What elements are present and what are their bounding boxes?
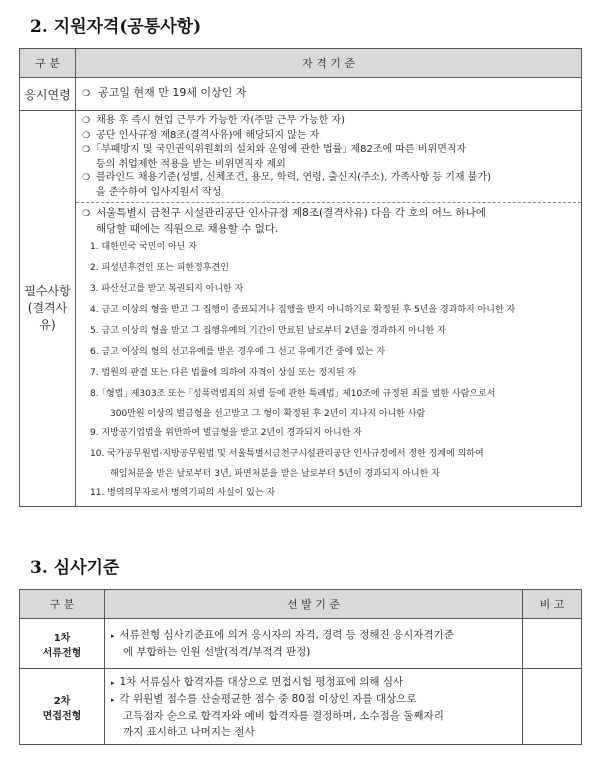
table-row bbox=[20, 111, 582, 507]
row-label-required: 필수사항 (결격사유) bbox=[20, 111, 76, 507]
list-item: 300만원 이상의 벌금형을 선고받고 그 형이 확정된 후 2년이 지나지 아니한 사람 bbox=[110, 409, 426, 419]
list-item: 2. 피성년후견인 또는 피한정후견인 bbox=[90, 263, 229, 273]
age-criteria: ❍ 공고일 현재 만 19세 이상인 자 bbox=[76, 78, 582, 111]
header-remarks: 비 고 bbox=[523, 590, 582, 619]
document-criteria: ▸ 서류전형 심사기준표에 의거 응시자의 자격, 경력 등 정해진 응시자격기준 에 부합하는 인원 선발(적격/부적격 판정) bbox=[105, 619, 523, 669]
header-criteria: 자 격 기 준 bbox=[76, 49, 582, 78]
list-item: 6. 금고 이상의 형의 선고유예를 받은 경우에 그 선고 유예기간 중에 있는 자 bbox=[90, 347, 386, 357]
row-label-age: 응시연령 bbox=[20, 78, 76, 111]
list-item: 10. 국가공무원법·지방공무원법 및 서울특별시금천구시설관리공단 인사규정에서 정한 징계에 의하여 bbox=[90, 449, 484, 459]
table-header bbox=[20, 590, 582, 619]
triangle-bullet-icon: ▸ bbox=[111, 632, 115, 640]
list-item: 8. ｢형법｣ 제303조 또는 ｢성폭력범죄의 처벌 등에 관한 특례법｣ 제10조에 규정된 죄를 범한 사람으로서 bbox=[90, 389, 496, 399]
table-row bbox=[20, 669, 582, 745]
table-row bbox=[20, 619, 582, 669]
section-2-title: 2. 지원자격(공통사항) bbox=[30, 17, 202, 37]
screening-table bbox=[19, 589, 582, 745]
triangle-bullet-icon: ▸ bbox=[111, 695, 115, 704]
table-header bbox=[20, 49, 582, 78]
circle-bullet-icon: ❍ bbox=[82, 173, 91, 183]
section-3-title: 3. 심사기준 bbox=[30, 558, 120, 578]
row-label-interview: 2차 면접전형 bbox=[20, 669, 105, 745]
list-item: 11. 병역의무자로서 병역기피의 사실이 있는 자 bbox=[90, 488, 276, 498]
qualification-table bbox=[19, 48, 582, 507]
remarks-cell bbox=[523, 669, 582, 745]
circle-bullet-icon: ❍ bbox=[82, 89, 91, 100]
disqualification-list: ❍ 서울특별시 금천구 시설관리공단 인사규정 제8조(결격사유) 다음 각 호의 어느 하나에 해당할 때에는 직원으로 채용할 수 없다. 1. 대한민국 국민이 아닌 자 2. 피성년후견인 또는 피한정후견인 3. 파산선고를 받고 복권되지 아니한 자 4. 금고 이상의 형을 받고 그 집행이 종료되거나 집행을 받지 아니하기로 확정된 후 5년을 경과하지 아니한 자 5. 금고 이상의 형을 받고 그 집행유예의 기간이 만료된 날로부터 2년을 경과하지 아니한 자 6. 금고 이상의 형의 선고유예를 받은 경우에 그 선고 유예기간 중에 있는 자 7. 법원의 판결 또는 다른 법률에 의하여 자격이 상실 또는 정지된 자 8. ｢형법｣ 제303조 또는 ｢성폭력범죄의 처벌 등에 관한 특례법｣ 제10조에 규정된 죄를 범한 사람으로서 300만원 이상의 벌금형을 선고받고 그 형이 확정된 후 2년이 지나지 아니한 사람 9. 지방공기업법을 위반하여 벌금형을 받고 2년이 경과되지 아니한 자 10. 국가공무원법·지방공무원법 및 서울특별시금천구시설관리공단 인사규정에서 정한 징계에 의하여 해임처분을 받은 날로부터 3년, 파면처분을 받은 날로부터 5년이 경과되지 아니한 자 11. 병역의무자로서 병역기피의 사실이 있는 자 bbox=[76, 203, 581, 506]
header-category: 구 분 bbox=[20, 590, 105, 619]
interview-criteria: ▸ 1차 서류심사 합격자를 대상으로 면접시험 평정표에 의해 심사 ▸ 각 위원별 점수를 산술평균한 점수 중 80점 이상인 자를 대상으로 고득점자 순으로 합격자와 예비 합격자를 결정하며, 소수점을 둘째자리 까지 표시하고 나머지는 절사 bbox=[105, 669, 523, 745]
list-item: 1. 대한민국 국민이 아닌 자 bbox=[90, 242, 197, 252]
required-criteria bbox=[76, 111, 582, 507]
triangle-bullet-icon: ▸ bbox=[111, 678, 115, 687]
table-row bbox=[20, 78, 582, 111]
circle-bullet-icon: ❍ bbox=[82, 145, 91, 155]
circle-bullet-icon: ❍ bbox=[82, 116, 91, 126]
header-category: 구 분 bbox=[20, 49, 76, 78]
list-item: 4. 금고 이상의 형을 받고 그 집행이 종료되거나 집행을 받지 아니하기로 확정된 후 5년을 경과하지 아니한 자 bbox=[90, 305, 516, 315]
general-requirements: ❍ 채용 후 즉시 현업 근무가 가능한 자(주말 근무 가능한 자) ❍ 공단 인사규정 제8조(결격사유)에 해당되지 않는 자 ❍ ｢부패방지 및 국민권익위원회의 설치와 운영에 관한 법률｣ 제82조에 따른 비위면직자 등의 취업제한 적용을 받는 비위면직자 제외 ❍ 블라인드 채용기준(성별, 신체조건, 용모, 학력, 연령, 출신지(주소), 가족사항 등 기재 불가) 을 준수하여 입사지원서 작성 bbox=[76, 111, 581, 203]
circle-bullet-icon: ❍ bbox=[82, 130, 91, 141]
list-item: 해임처분을 받은 날로부터 3년, 파면처분을 받은 날로부터 5년이 경과되지 아니한 자 bbox=[110, 469, 440, 479]
remarks-cell bbox=[523, 619, 582, 669]
list-item: 7. 법원의 판결 또는 다른 법률에 의하여 자격이 상실 또는 정지된 자 bbox=[90, 368, 357, 378]
circle-bullet-icon: ❍ bbox=[82, 209, 91, 219]
list-item: 9. 지방공기업법을 위반하여 벌금형을 받고 2년이 경과되지 아니한 자 bbox=[90, 428, 362, 438]
list-item: 3. 파산선고를 받고 복권되지 아니한 자 bbox=[90, 284, 244, 294]
list-item: 5. 금고 이상의 형을 받고 그 집행유예의 기간이 만료된 날로부터 2년을 경과하지 아니한 자 bbox=[90, 326, 446, 336]
header-criteria: 선 발 기 준 bbox=[105, 590, 523, 619]
row-label-document: 1차 서류전형 bbox=[20, 619, 105, 669]
